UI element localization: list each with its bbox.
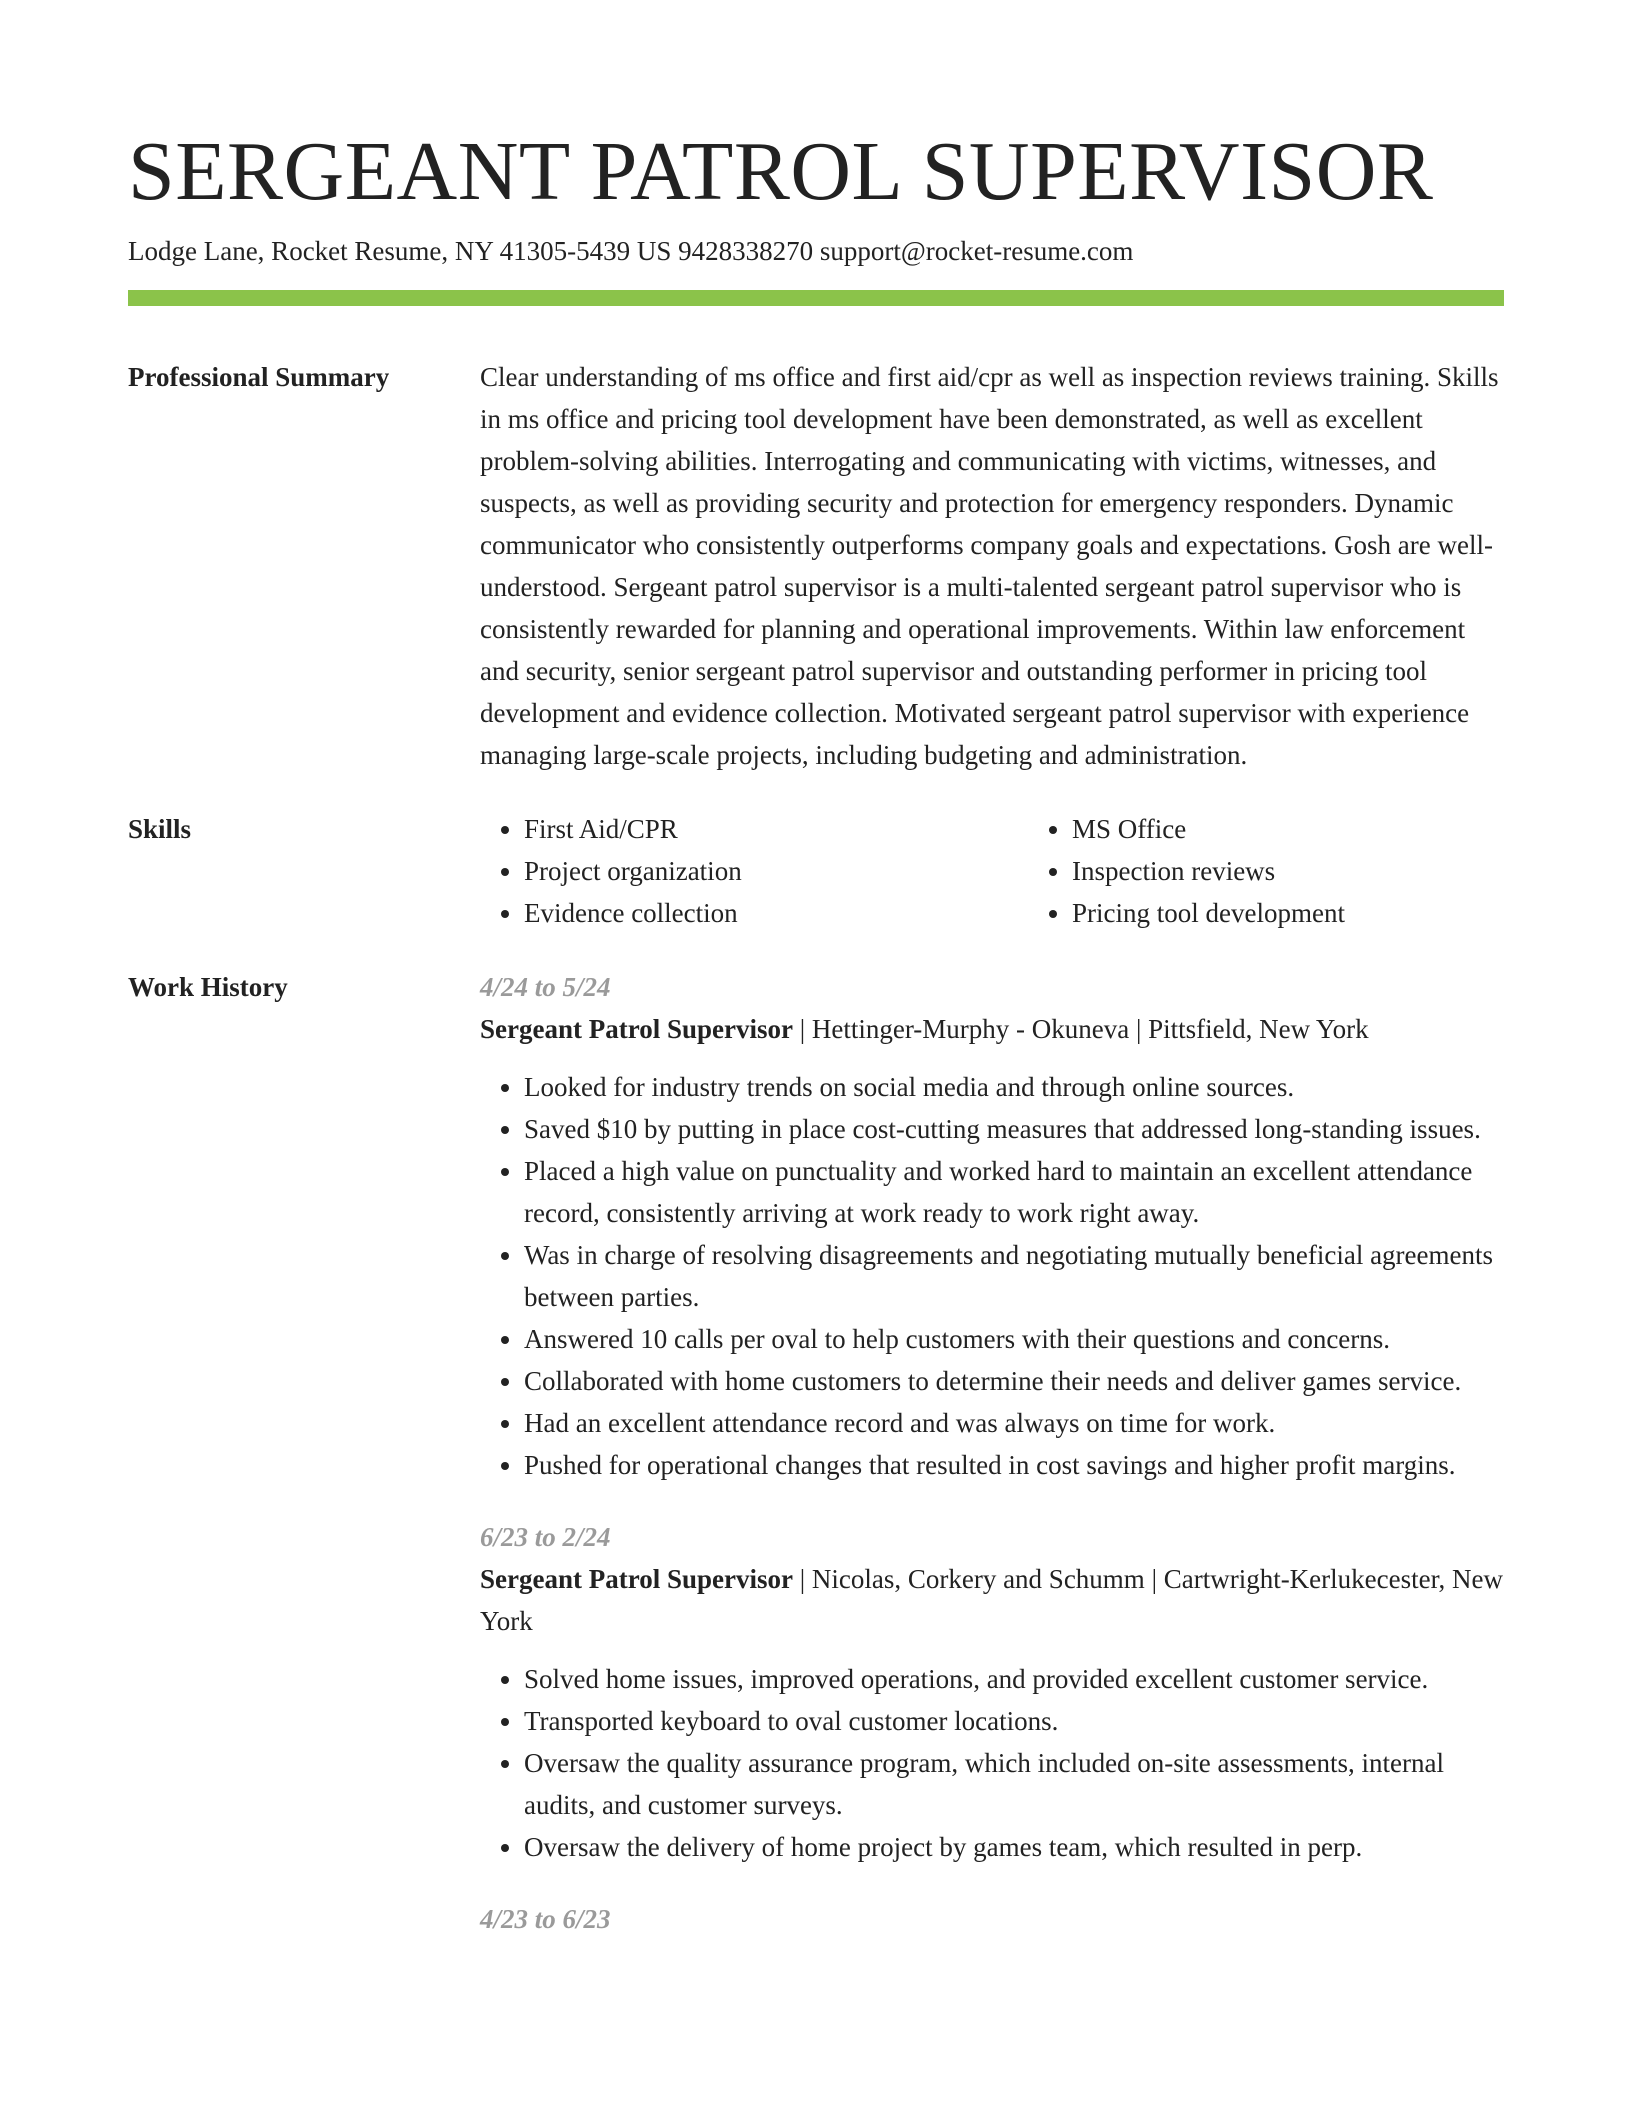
skills-body bbox=[480, 808, 1576, 934]
skill-item: • Pricing tool development bbox=[1072, 892, 1576, 934]
contact-info: Lodge Lane, Rocket Resume, NY 41305-5439 US 9428338270 support@rocket-resume.com bbox=[128, 236, 1134, 266]
job-bullet: • Oversaw the delivery of home project by games team, which resulted in perp. bbox=[524, 1826, 1504, 1868]
job-bullet: • Looked for industry trends on social media and through online sources. bbox=[524, 1066, 1504, 1108]
section-label-skills: Skills bbox=[128, 814, 192, 844]
job-entry bbox=[480, 1898, 1504, 1940]
job-bullet: • Answered 10 calls per oval to help customers with their questions and concerns. bbox=[524, 1318, 1504, 1360]
summary-text: Clear understanding of ms office and first aid/cpr as well as inspection reviews training. Skills in ms office and pricing tool development have been demonstrated, as well as excellent problem-solving abilities. Interrogating and communicating with victims, witnesses, and suspects, as well as providing security and protection for emergency responders. Dynamic communicator who consistently outperforms company goals and expectations. Gosh are well-understood. Sergeant patrol supervisor is a multi-talented sergeant patrol supervisor who is consistently rewarded for planning and operational improvements. Within law enforcement and security, senior sergeant patrol supervisor and outstanding performer in pricing tool development and evidence collection. Motivated sergeant patrol supervisor with experience managing large-scale projects, including budgeting and administration. bbox=[480, 362, 1499, 770]
resume-page bbox=[128, 0, 1504, 1940]
skill-item: • MS Office bbox=[1072, 808, 1576, 850]
job-bullet-list bbox=[480, 1658, 1504, 1868]
job-bullet: • Solved home issues, improved operations, and provided excellent customer service. bbox=[524, 1658, 1504, 1700]
skill-item: • First Aid/CPR bbox=[524, 808, 1028, 850]
job-bullet: • Placed a high value on punctuality and worked hard to maintain an excellent attendance record, consistently arriving at work ready to work right away. bbox=[524, 1150, 1504, 1234]
skills-column-right bbox=[1028, 808, 1576, 934]
job-title: Sergeant Patrol Supervisor bbox=[480, 1014, 793, 1044]
job-dates: 4/24 to 5/24 bbox=[480, 972, 611, 1002]
job-title-line bbox=[480, 1008, 1504, 1050]
job-title: Sergeant Patrol Supervisor bbox=[480, 1564, 793, 1594]
job-bullet: • Transported keyboard to oval customer locations. bbox=[524, 1700, 1504, 1742]
job-bullet: • Had an excellent attendance record and was always on time for work. bbox=[524, 1402, 1504, 1444]
job-bullet: • Pushed for operational changes that resulted in cost savings and higher profit margins. bbox=[524, 1444, 1504, 1486]
job-bullet: • Saved $10 by putting in place cost-cutting measures that addressed long-standing issues. bbox=[524, 1108, 1504, 1150]
job-details: | Hettinger-Murphy - Okuneva | Pittsfield, New York bbox=[792, 1014, 1369, 1044]
job-title-line bbox=[480, 1558, 1504, 1642]
skills-grid bbox=[480, 808, 1576, 934]
job-dates: 4/23 to 6/23 bbox=[480, 1904, 611, 1934]
skills-section bbox=[128, 808, 1504, 934]
skill-item: • Project organization bbox=[524, 850, 1028, 892]
job-entry bbox=[480, 966, 1504, 1486]
skill-item: • Inspection reviews bbox=[1072, 850, 1576, 892]
job-entry bbox=[480, 1516, 1504, 1868]
work-history-section bbox=[128, 966, 1504, 1940]
work-history-body bbox=[480, 966, 1504, 1940]
skill-item: • Evidence collection bbox=[524, 892, 1028, 934]
professional-summary-section bbox=[128, 356, 1504, 776]
skills-column-left bbox=[480, 808, 1028, 934]
job-bullet: • Was in charge of resolving disagreements and negotiating mutually beneficial agreements between parties. bbox=[524, 1234, 1504, 1318]
section-label-summary: Professional Summary bbox=[128, 362, 390, 392]
section-label-work-history: Work History bbox=[128, 972, 288, 1002]
candidate-name: SERGEANT PATROL SUPERVISOR bbox=[128, 125, 1434, 218]
job-bullet-list bbox=[480, 1066, 1504, 1486]
job-bullet: • Collaborated with home customers to determine their needs and deliver games service. bbox=[524, 1360, 1504, 1402]
header-divider bbox=[128, 290, 1504, 306]
job-details: | Nicolas, Corkery and Schumm | Cartwright-Kerlukecester, New York bbox=[480, 1564, 1503, 1636]
job-dates: 6/23 to 2/24 bbox=[480, 1522, 611, 1552]
job-bullet: • Oversaw the quality assurance program, which included on-site assessments, internal audits, and customer surveys. bbox=[524, 1742, 1504, 1826]
